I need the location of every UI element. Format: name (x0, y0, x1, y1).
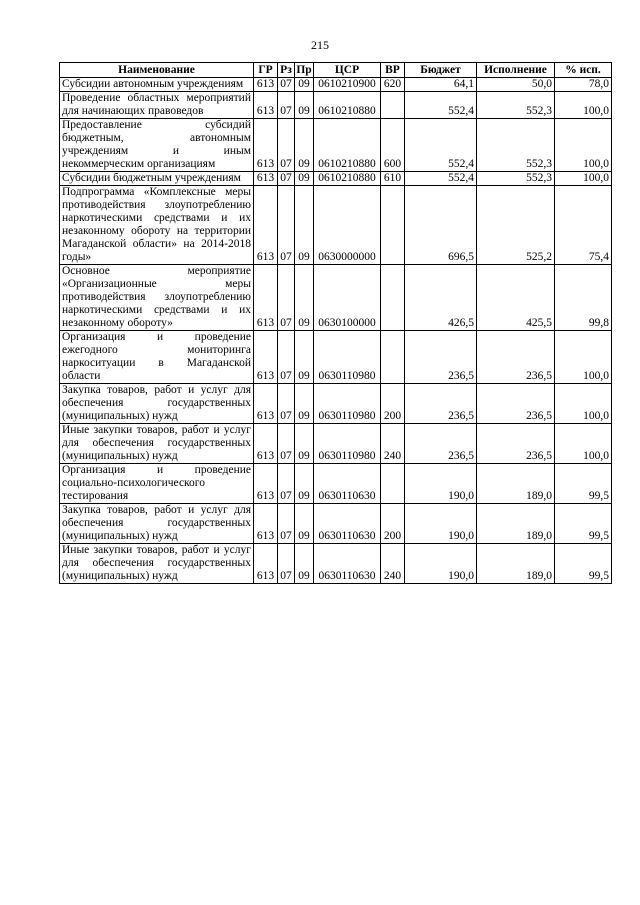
row-budget: 64,1 (405, 78, 477, 92)
table-header-row (60, 63, 612, 78)
row-name: Иные закупки товаров, работ и услуг для обеспечения государственных (муниципальных) нужд (60, 544, 254, 584)
page-number: 215 (311, 38, 329, 52)
row-vr (381, 186, 405, 265)
row-pr: 09 (295, 464, 314, 504)
row-pr: 09 (295, 384, 314, 424)
row-pct: 99,5 (555, 504, 612, 544)
row-vr: 200 (381, 504, 405, 544)
row-pr: 09 (295, 186, 314, 265)
table-row (60, 331, 612, 384)
row-execution: 552,3 (477, 172, 555, 186)
row-pr: 09 (295, 92, 314, 119)
row-pr: 09 (295, 544, 314, 584)
row-gr: 613 (254, 265, 278, 331)
row-execution: 236,5 (477, 424, 555, 464)
table-row (60, 464, 612, 504)
row-rz: 07 (278, 119, 295, 172)
row-name: Иные закупки товаров, работ и услуг для обеспечения государственных (муниципальных) нужд (60, 424, 254, 464)
row-csr: 0630100000 (314, 265, 381, 331)
row-rz: 07 (278, 544, 295, 584)
row-budget: 190,0 (405, 504, 477, 544)
row-csr: 0630110980 (314, 331, 381, 384)
row-name: Проведение областных мероприятий для начинающих правоведов (60, 92, 254, 119)
row-budget: 696,5 (405, 186, 477, 265)
row-execution: 425,5 (477, 265, 555, 331)
row-rz: 07 (278, 504, 295, 544)
table-row (60, 186, 612, 265)
row-vr: 240 (381, 544, 405, 584)
header-budget: Бюджет (405, 63, 477, 78)
row-csr: 0630110630 (314, 544, 381, 584)
row-gr: 613 (254, 331, 278, 384)
row-budget: 190,0 (405, 544, 477, 584)
row-rz: 07 (278, 265, 295, 331)
row-pr: 09 (295, 424, 314, 464)
row-name: Организация и проведение ежегодного мониторинга наркоситуации в Магаданской области (60, 331, 254, 384)
row-pct: 78,0 (555, 78, 612, 92)
row-gr: 613 (254, 78, 278, 92)
row-vr: 620 (381, 78, 405, 92)
header-pr: Пр (296, 64, 312, 76)
table-row (60, 424, 612, 464)
header-gr: ГР (254, 63, 278, 78)
row-pr: 09 (295, 78, 314, 92)
row-gr: 613 (254, 119, 278, 172)
row-budget: 552,4 (405, 119, 477, 172)
header-csr: ЦСР (314, 63, 381, 78)
row-pct: 99,5 (555, 544, 612, 584)
row-pct: 100,0 (555, 384, 612, 424)
row-vr: 200 (381, 384, 405, 424)
row-rz: 07 (278, 172, 295, 186)
table-row (60, 172, 612, 186)
row-pct: 100,0 (555, 172, 612, 186)
row-name: Субсидии бюджетным учреждениям (60, 172, 254, 186)
row-pr: 09 (295, 172, 314, 186)
row-vr (381, 331, 405, 384)
row-pct: 75,4 (555, 186, 612, 265)
budget-table (59, 62, 612, 584)
row-rz: 07 (278, 92, 295, 119)
row-budget: 552,4 (405, 92, 477, 119)
row-pct: 99,5 (555, 464, 612, 504)
row-name: Закупка товаров, работ и услуг для обеспечения государственных (муниципальных) нужд (60, 384, 254, 424)
row-pr: 09 (295, 119, 314, 172)
row-rz: 07 (278, 186, 295, 265)
header-name: Наименование (60, 63, 254, 78)
row-pct: 100,0 (555, 331, 612, 384)
row-execution: 50,0 (477, 78, 555, 92)
row-execution: 189,0 (477, 464, 555, 504)
row-csr: 0630110980 (314, 384, 381, 424)
row-gr: 613 (254, 544, 278, 584)
row-pct: 100,0 (555, 92, 612, 119)
row-gr: 613 (254, 186, 278, 265)
row-gr: 613 (254, 504, 278, 544)
row-vr (381, 265, 405, 331)
row-csr: 0630110630 (314, 464, 381, 504)
row-csr: 0610210880 (314, 119, 381, 172)
row-vr: 240 (381, 424, 405, 464)
header-pct: % исп. (555, 63, 612, 78)
row-pr: 09 (295, 331, 314, 384)
row-execution: 189,0 (477, 544, 555, 584)
row-name: Подпрограмма «Комплексные меры противодействия злоупотреблению наркотическими средствами и их незаконному обороту на территории Магаданской области» на 2014-2018 годы» (60, 186, 254, 265)
row-name: Основное мероприятие «Организационные меры противодействия злоупотреблению наркотическими средствами и их незаконному обороту» (60, 265, 254, 331)
row-pct: 99,8 (555, 265, 612, 331)
row-vr: 610 (381, 172, 405, 186)
row-vr (381, 92, 405, 119)
row-execution: 552,3 (477, 119, 555, 172)
table-row (60, 544, 612, 584)
row-rz: 07 (278, 384, 295, 424)
table-row (60, 92, 612, 119)
row-name: Организация и проведение социально-психологического тестирования (60, 464, 254, 504)
row-rz: 07 (278, 424, 295, 464)
row-pr: 09 (295, 265, 314, 331)
row-pct: 100,0 (555, 119, 612, 172)
row-csr: 0630000000 (314, 186, 381, 265)
row-execution: 236,5 (477, 384, 555, 424)
row-vr: 600 (381, 119, 405, 172)
row-name: Субсидии автономным учреждениям (60, 78, 254, 92)
row-csr: 0630110630 (314, 504, 381, 544)
table-row (60, 504, 612, 544)
row-rz: 07 (278, 78, 295, 92)
row-csr: 0610210880 (314, 92, 381, 119)
header-vr: ВР (381, 63, 405, 78)
row-gr: 613 (254, 92, 278, 119)
row-csr: 0630110980 (314, 424, 381, 464)
row-budget: 190,0 (405, 464, 477, 504)
table-row (60, 78, 612, 92)
row-gr: 613 (254, 384, 278, 424)
row-budget: 236,5 (405, 424, 477, 464)
row-gr: 613 (254, 424, 278, 464)
row-execution: 525,2 (477, 186, 555, 265)
header-rz: Рз (278, 63, 295, 78)
row-name: Закупка товаров, работ и услуг для обеспечения государственных (муниципальных) нужд (60, 504, 254, 544)
row-vr (381, 464, 405, 504)
row-budget: 236,5 (405, 384, 477, 424)
row-budget: 426,5 (405, 265, 477, 331)
table-row (60, 265, 612, 331)
row-execution: 236,5 (477, 331, 555, 384)
row-budget: 552,4 (405, 172, 477, 186)
row-csr: 0610210900 (314, 78, 381, 92)
row-execution: 189,0 (477, 504, 555, 544)
row-gr: 613 (254, 172, 278, 186)
row-pr: 09 (295, 504, 314, 544)
row-execution: 552,3 (477, 92, 555, 119)
row-name: Предоставление субсидий бюджетным, автономным учреждениям и иным некоммерческим организациям (60, 119, 254, 172)
table-row (60, 119, 612, 172)
header-execution: Исполнение (477, 63, 555, 78)
row-budget: 236,5 (405, 331, 477, 384)
row-pct: 100,0 (555, 424, 612, 464)
row-rz: 07 (278, 331, 295, 384)
table-row (60, 384, 612, 424)
row-rz: 07 (278, 464, 295, 504)
row-csr: 0610210880 (314, 172, 381, 186)
row-gr: 613 (254, 464, 278, 504)
